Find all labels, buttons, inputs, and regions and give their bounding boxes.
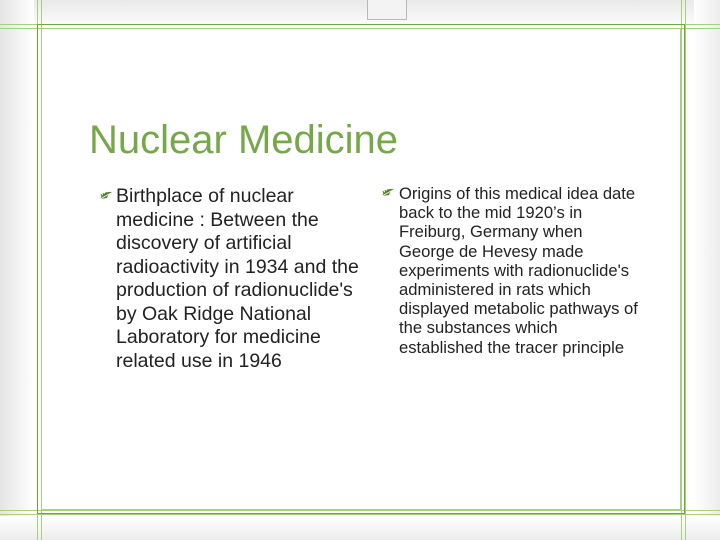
top-tab-decoration xyxy=(367,0,407,20)
edge-shadow-right xyxy=(694,0,720,540)
bullet-item-right xyxy=(381,184,639,357)
bullet-text-left: Birthplace of nuclear medicine : Between the discovery of artificial radioactivity in 1934 and the production of radionuclide's by Oak Ridge National Laboratory for medicine related use in 1946 xyxy=(116,185,359,372)
feather-arrow-icon xyxy=(381,186,395,201)
frame-line-bottom-outer xyxy=(0,514,720,515)
frame-line-right-outer xyxy=(685,0,686,540)
bullet-text-right: Origins of this medical idea date back to the mid 1920’s in Freiburg, Germany when George de Hevesy made experiments with radionuclide's administered in rats which displayed metabolic pathways of the substances which established the tracer principle xyxy=(399,184,638,357)
feather-arrow-icon xyxy=(99,189,113,204)
slide-title: Nuclear Medicine xyxy=(89,118,399,162)
bullet-item-left xyxy=(99,185,364,373)
edge-shadow-bottom xyxy=(0,516,720,540)
edge-shadow-left xyxy=(0,0,34,540)
